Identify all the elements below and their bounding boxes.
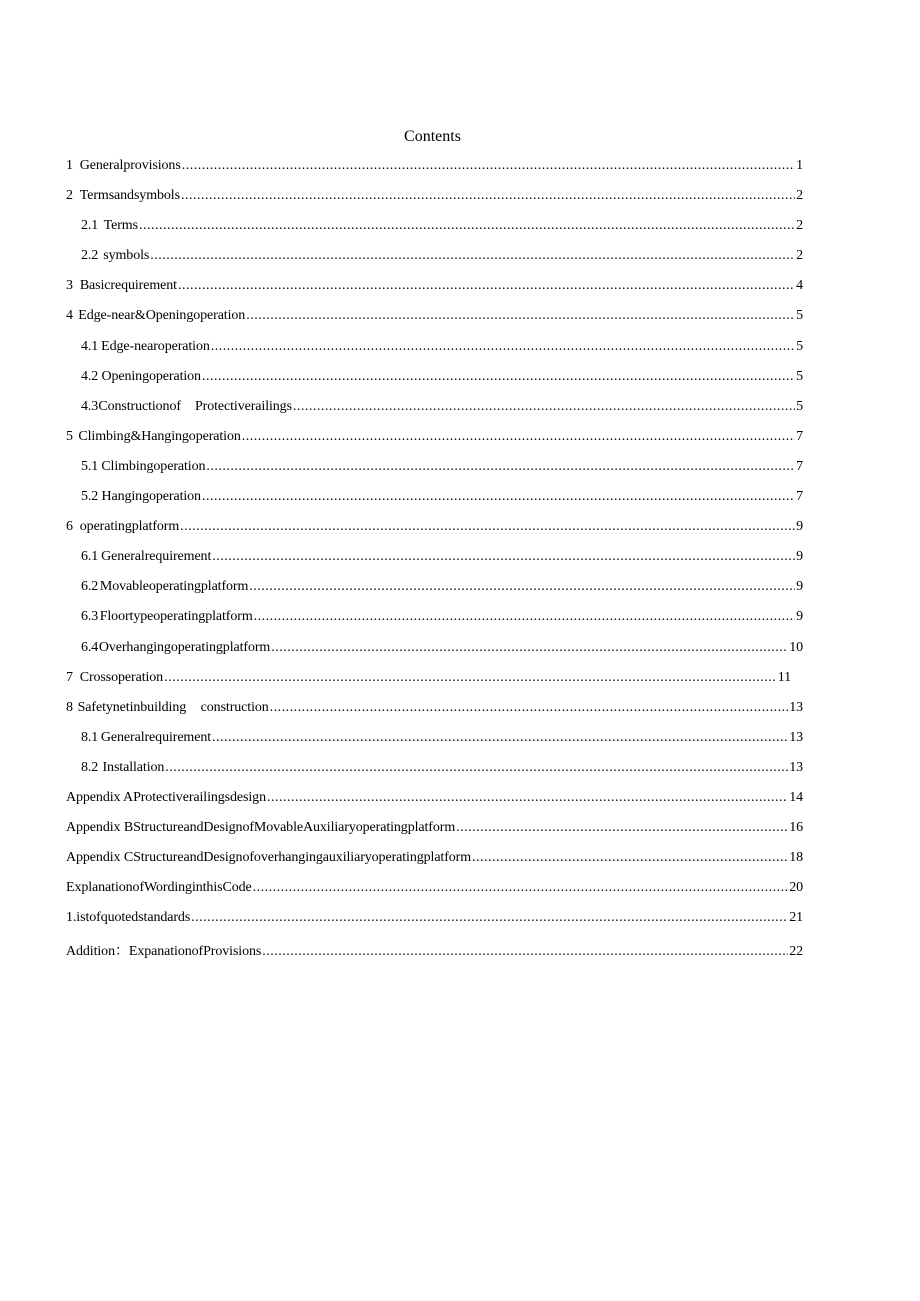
entry-label: Terms xyxy=(103,218,138,234)
entry-label: StructureandDesignofoverhangingauxiliaryoperatingplatform xyxy=(133,850,472,866)
entry-page: 20 xyxy=(789,880,803,896)
entry-page: 9 xyxy=(796,579,803,595)
dot-leader xyxy=(182,158,795,174)
entry-number: 6 xyxy=(66,519,73,535)
entry-label: ExplanationofWordinginthisCode xyxy=(66,880,252,896)
entry-page: 1 xyxy=(796,158,803,173)
entry-page: 13 xyxy=(789,759,803,775)
entry-page: 7 xyxy=(796,489,803,505)
dot-leader xyxy=(211,339,795,355)
entry-number: 2.2 xyxy=(81,248,99,264)
dot-leader xyxy=(254,609,795,625)
entry-label: Generalrequirement xyxy=(100,729,212,745)
toc-entry-6-1[interactable] xyxy=(66,549,803,579)
entry-page: 5 xyxy=(796,368,803,384)
entry-page: 21 xyxy=(789,910,803,926)
table-of-contents xyxy=(66,158,803,971)
entry-number: 2.1 xyxy=(81,218,99,234)
entry-page: 10 xyxy=(789,639,803,655)
entry-page: 9 xyxy=(796,549,803,565)
entry-number: 5.2 xyxy=(81,489,99,505)
entry-number: 8 xyxy=(66,699,73,715)
entry-number: 6.2 xyxy=(81,579,99,595)
toc-entry-2-1[interactable] xyxy=(66,218,803,248)
entry-label-part: Protectiverailings xyxy=(194,398,292,414)
dot-leader xyxy=(267,790,788,806)
toc-entry-8-2[interactable] xyxy=(66,760,803,790)
toc-entry-6-2[interactable] xyxy=(66,579,803,609)
dot-leader xyxy=(242,429,795,445)
entry-page: 2 xyxy=(796,218,803,234)
dot-leader xyxy=(178,278,795,294)
toc-entry-6-3[interactable] xyxy=(66,609,803,639)
toc-entry-4-3[interactable] xyxy=(66,399,803,429)
entry-label: Climbingoperation xyxy=(101,458,206,474)
entry-label: Hangingoperation xyxy=(101,489,201,505)
entry-number: 2 xyxy=(66,188,73,204)
dot-leader xyxy=(271,640,788,656)
entry-number: 5.1 xyxy=(81,458,99,474)
entry-page: 22 xyxy=(789,944,803,960)
toc-entry-wording-explanation[interactable] xyxy=(66,880,803,910)
page-title: Contents xyxy=(404,128,461,145)
toc-entry-6[interactable] xyxy=(66,519,803,549)
entry-page: 14 xyxy=(789,789,803,805)
toc-entry-6-4[interactable] xyxy=(66,640,803,670)
toc-entry-8-1[interactable] xyxy=(66,730,803,760)
entry-label: 1.istofquotedstandards xyxy=(66,910,191,926)
entry-number: 4.2 xyxy=(81,368,99,384)
entry-number: 1 xyxy=(66,158,73,173)
entry-label: Basicrequirement xyxy=(79,278,177,294)
toc-entry-3[interactable] xyxy=(66,278,803,308)
toc-entry-addition[interactable] xyxy=(66,940,803,970)
toc-entry-5-2[interactable] xyxy=(66,489,803,519)
toc-entry-2-2[interactable] xyxy=(66,248,803,278)
dot-leader xyxy=(165,760,788,776)
entry-page: 5 xyxy=(796,398,803,414)
dot-leader xyxy=(249,579,795,595)
entry-label: Termsandsymbols xyxy=(79,188,180,204)
dot-leader xyxy=(181,188,795,204)
entry-page: 7 xyxy=(796,428,803,444)
dot-leader xyxy=(212,730,788,746)
toc-entry-quoted-standards[interactable] xyxy=(66,910,803,940)
dot-leader xyxy=(202,489,795,505)
entry-page: 11 xyxy=(777,669,791,685)
dot-leader xyxy=(472,850,788,866)
toc-entry-appendix-a[interactable] xyxy=(66,790,803,820)
entry-number: 8.2 xyxy=(81,759,99,775)
entry-number: 4.3 xyxy=(81,398,99,414)
toc-entry-1[interactable] xyxy=(66,158,803,188)
entry-label: Floortypeoperatingplatform xyxy=(99,609,253,625)
dot-leader xyxy=(262,944,788,960)
toc-entry-4-1[interactable] xyxy=(66,339,803,369)
toc-entry-4-2[interactable] xyxy=(66,369,803,399)
dot-leader xyxy=(293,399,795,415)
entry-page: 18 xyxy=(789,850,803,866)
entry-label-part: Constructionof xyxy=(98,398,181,414)
entry-label: Overhangingoperatingplatform xyxy=(98,639,271,655)
toc-entry-5[interactable] xyxy=(66,429,803,459)
dot-leader xyxy=(270,700,789,716)
dot-leader xyxy=(180,519,795,535)
entry-label: operatingplatform xyxy=(79,519,180,535)
dot-leader xyxy=(246,308,795,324)
entry-number: 6.1 xyxy=(81,549,99,565)
dot-leader xyxy=(212,549,795,565)
toc-entry-appendix-b[interactable] xyxy=(66,820,803,850)
dot-leader xyxy=(191,910,788,926)
dot-leader xyxy=(253,880,789,896)
entry-label: Edge-near&Openingoperation xyxy=(78,308,246,324)
entry-number: 6.4 xyxy=(81,639,99,655)
entry-label: Generalprovisions xyxy=(79,158,181,173)
entry-number: Appendix C xyxy=(66,850,134,866)
entry-page: 4 xyxy=(796,278,803,294)
entry-number: 6.3 xyxy=(81,609,99,625)
entry-page: 16 xyxy=(789,820,803,836)
entry-page: 9 xyxy=(796,519,803,535)
entry-page: 2 xyxy=(796,188,803,204)
entry-page: 5 xyxy=(796,308,803,324)
entry-label: Crossoperation xyxy=(79,669,164,685)
entry-label: Generalrequirement xyxy=(101,549,212,565)
entry-number: 8.1 xyxy=(81,729,99,745)
entry-number: Appendix B xyxy=(66,820,134,836)
dot-leader xyxy=(150,248,795,264)
toc-entry-7[interactable] xyxy=(66,670,803,700)
entry-number: 4 xyxy=(66,308,73,324)
entry-label: Addition：ExpanationofProvisions xyxy=(66,944,262,960)
entry-label: Movableoperatingplatform xyxy=(99,579,249,595)
entry-number: 3 xyxy=(66,278,73,294)
entry-number: Appendix A xyxy=(66,789,134,805)
toc-entry-8[interactable] xyxy=(66,700,803,730)
entry-page: 7 xyxy=(796,458,803,474)
entry-page: 13 xyxy=(789,699,803,715)
entry-page: 9 xyxy=(796,609,803,625)
entry-number: 7 xyxy=(66,669,73,685)
entry-label: StructureandDesignofMovableAuxiliaryoperatingplatform xyxy=(133,820,456,836)
entry-label: Installation xyxy=(102,759,165,775)
entry-label: symbols xyxy=(103,248,150,264)
dot-leader xyxy=(202,369,795,385)
entry-number: 5 xyxy=(66,428,73,444)
entry-label-part: construction xyxy=(200,699,269,715)
toc-entry-2[interactable] xyxy=(66,188,803,218)
entry-page: 5 xyxy=(796,338,803,354)
dot-leader xyxy=(206,459,795,475)
entry-label: Openingoperation xyxy=(101,368,201,384)
entry-label-part: Safetynetinbuilding xyxy=(77,699,187,715)
toc-entry-appendix-c[interactable] xyxy=(66,850,803,880)
entry-label: Edge-nearoperation xyxy=(101,338,210,354)
entry-page: 2 xyxy=(796,248,803,264)
entry-label: Climbing&Hangingoperation xyxy=(78,428,241,444)
toc-entry-4[interactable] xyxy=(66,308,803,338)
dot-leader xyxy=(139,218,795,234)
dot-leader xyxy=(456,820,788,836)
entry-page: 13 xyxy=(789,729,803,745)
entry-label: Protectiverailingsdesign xyxy=(133,789,266,805)
toc-entry-5-1[interactable] xyxy=(66,459,803,489)
entry-number: 4.1 xyxy=(81,338,99,354)
dot-leader xyxy=(164,670,777,686)
